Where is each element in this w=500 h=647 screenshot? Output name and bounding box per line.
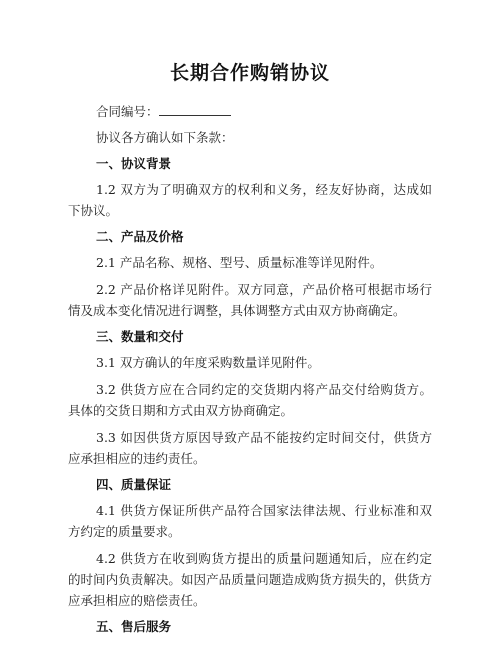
clause-3-3: 3.3 如因供货方原因导致产品不能按约定时间交付，供货方应承担相应的违约责任。	[68, 430, 432, 466]
section-heading-5: 五、售后服务	[96, 619, 172, 634]
section-heading-4: 四、质量保证	[96, 477, 172, 492]
contract-number-line	[96, 102, 432, 122]
section-heading-2: 二、产品及价格	[96, 229, 184, 244]
clause-2-1: 2.1 产品名称、规格、型号、质量标准等详见附件。	[96, 255, 383, 270]
clause-3-1: 3.1 双方确认的年度采购数量详见附件。	[96, 355, 320, 370]
document-title: 长期合作购销协议	[169, 62, 330, 84]
clause-4-1: 4.1 供货方保证所供产品符合国家法律法规、行业标准和双方约定的质量要求。	[68, 503, 432, 539]
clause-3-2: 3.2 供货方应在合同约定的交货期内将产品交付给购货方。具体的交货日期和方式由双方协商确定。	[68, 382, 432, 418]
contract-number-label: 合同编号：	[96, 104, 159, 119]
intro-line: 协议各方确认如下条款：	[96, 130, 234, 145]
section-heading-1: 一、协议背景	[96, 156, 172, 171]
clause-4-2: 4.2 供货方在收到购货方提出的质量问题通知后，应在约定的时间内负责解决。如因产品质量问题造成购货方损失的，供货方应承担相应的赔偿责任。	[68, 551, 432, 608]
contract-number-blank	[159, 104, 231, 116]
clause-1-2: 1.2 双方为了明确双方的权利和义务，经友好协商，达成如下协议。	[68, 182, 432, 218]
clause-2-2: 2.2 产品价格详见附件。双方同意，产品价格可根据市场行情及成本变化情况进行调整，具体调整方式由双方协商确定。	[68, 282, 432, 318]
section-heading-3: 三、数量和交付	[96, 329, 184, 344]
